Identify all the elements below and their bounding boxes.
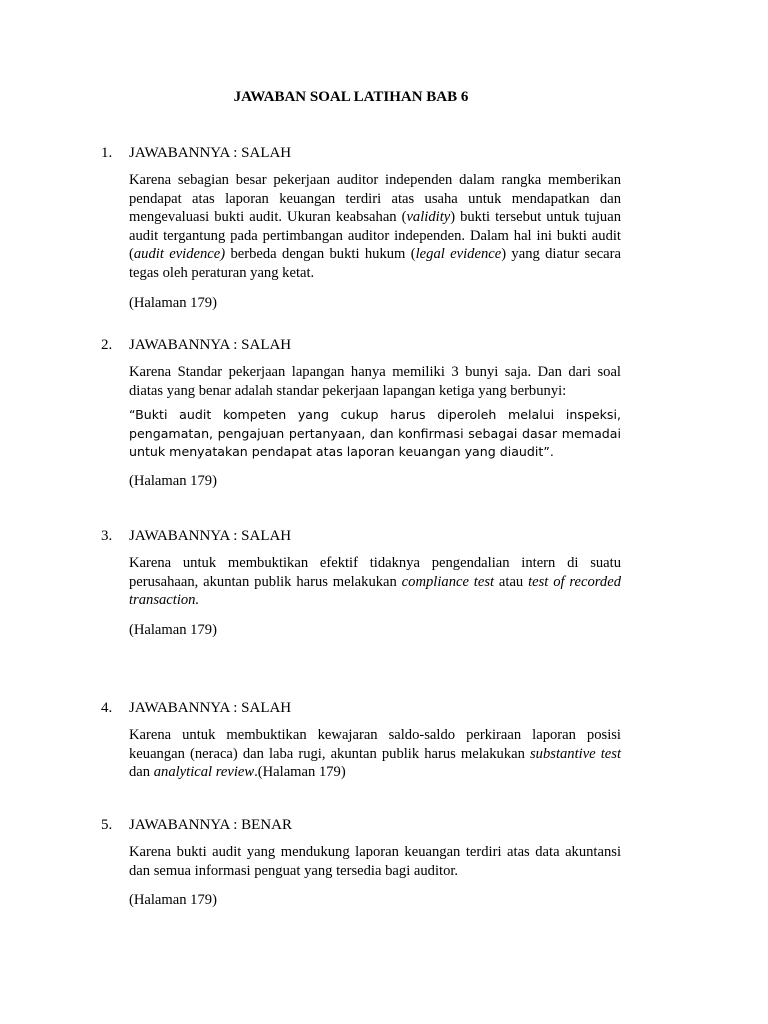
answer-item-3 — [101, 527, 621, 639]
item-number: 3. — [101, 528, 113, 544]
item-number: 5. — [101, 817, 113, 833]
text-run: ) yang diatur secara tegas oleh peraturan yang ketat. — [129, 246, 621, 281]
italic-term: compliance test — [401, 573, 495, 590]
explanation-paragraph: Karena bukti audit yang mendukung laporan keuangan terdiri atas data akuntansi dan semua informasi penguat yang tersedia bagi auditor. — [129, 844, 621, 879]
answer-heading — [101, 336, 621, 354]
answer-heading — [101, 699, 621, 717]
item-number: 4. — [101, 700, 113, 716]
answer-item-2 — [101, 336, 621, 490]
text-run: ) bukti tersebut untuk tujuan audit tergantung pada pertimbangan auditor independen. Dalam hal ini bukti audit ( — [129, 209, 621, 263]
answer-item-5 — [101, 816, 621, 909]
text-run: dan — [129, 764, 154, 781]
italic-term: validity — [406, 209, 451, 226]
page-reference: (Halaman 179) — [129, 621, 217, 638]
answer-heading — [101, 816, 621, 834]
answer-heading — [101, 144, 621, 162]
answer-heading — [101, 527, 621, 545]
answer-item-1 — [101, 144, 621, 312]
answer-label: JAWABANNYA : SALAH — [129, 337, 292, 353]
explanation-paragraph — [129, 171, 621, 283]
page-reference: (Halaman 179) — [129, 472, 217, 489]
document-title: JAWABAN SOAL LATIHAN BAB 6 — [233, 89, 469, 105]
explanation-paragraph — [129, 554, 621, 610]
text-run: Karena sebagian besar pekerjaan auditor independen dalam rangka memberikan pendapat atas laporan keuangan terdiri atas usaha untuk mendapatkan dan mengevaluasi bukti audit. Ukuran keabsahan ( — [129, 172, 621, 226]
italic-term: test of recorded transaction. — [129, 573, 621, 609]
text-run: berbeda dengan bukti hukum ( — [225, 246, 416, 263]
page-reference: (Halaman 179) — [129, 892, 217, 909]
page-reference: .(Halaman 179) — [254, 764, 346, 781]
text-run: atau — [494, 573, 529, 590]
answer-label: JAWABANNYA : SALAH — [129, 528, 292, 544]
item-number: 2. — [101, 337, 113, 353]
answer-label: JAWABANNYA : SALAH — [129, 700, 292, 716]
text-run: Karena untuk membuktikan efektif tidaknya pengendalian intern di suatu perusahaan, akuntan publik harus melakukan — [129, 555, 621, 590]
explanation-paragraph: Karena Standar pekerjaan lapangan hanya memiliki 3 bunyi saja. Dan dari soal diatas yang benar adalah standar pekerjaan lapangan ketiga yang berbunyi: — [129, 364, 621, 399]
italic-term: legal evidence — [415, 246, 502, 263]
quoted-standard: “Bukti audit kompeten yang cukup harus diperoleh melalui inspeksi, pengamatan, pengajuan pertanyaan, dan konfirmasi sebagai dasar memadai untuk menyatakan pendapat atas laporan keuangan yang diaudit”. — [129, 407, 621, 460]
answer-label: JAWABANNYA : SALAH — [129, 145, 292, 161]
explanation-paragraph — [129, 726, 621, 782]
italic-term: analytical review — [153, 764, 255, 781]
item-number: 1. — [101, 145, 113, 161]
italic-term: substantive test — [530, 745, 621, 762]
answer-label: JAWABANNYA : BENAR — [129, 817, 292, 833]
text-run: Karena untuk membuktikan kewajaran saldo-saldo perkiraan laporan posisi keuangan (neraca) dan laba rugi, akuntan publik harus melakukan — [129, 727, 621, 762]
answer-item-4 — [101, 699, 621, 782]
page-reference: (Halaman 179) — [129, 294, 217, 311]
italic-term: audit evidence) — [133, 246, 226, 263]
